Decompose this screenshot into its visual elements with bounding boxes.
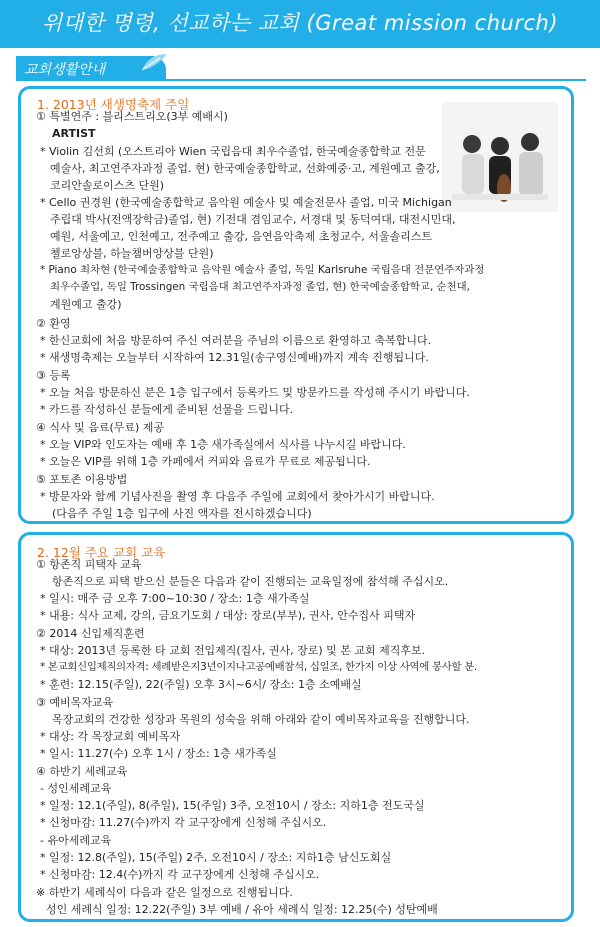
page-title: 위대한 명령, 선교하는 교회 (Great mission church) xyxy=(42,11,559,35)
list-item: * 카드를 작성하신 분들에게 준비된 선물을 드립니다. xyxy=(40,403,294,416)
artist-cello-cont: 주립대 박사(전액장학금)졸업, 현) 기전대 겸임교수, 서경대 및 동덕여대, 대전시민대, xyxy=(50,213,456,226)
list-item: * 일정: 12.8(주일), 15(주일) 2주, 오전10시 / 장소: 지하1층 남신도회실 xyxy=(40,851,392,864)
list-item: (다음주 주일 1층 입구에 사진 액자를 전시하겠습니다) xyxy=(52,507,312,520)
list-item: * 훈련: 12.15(주일), 22(주일) 오후 3시~6시/ 장소: 1층 소예배실 xyxy=(40,678,362,691)
list-item: - 성인세례교육 xyxy=(40,782,112,795)
artist-violin-cont: 코리안솔로이스츠 단원) xyxy=(50,179,165,192)
section-tab-label: 교회생활안내 xyxy=(24,62,106,78)
artist-piano-cont: 계원예고 출강) xyxy=(50,298,122,311)
artist-piano: * Piano 최차현 (한국예술종합학교 음악원 예술사 졸업, 독일 Karlsruhe 국립음대 전문연주자과정 xyxy=(40,264,485,276)
festival-item-register: ③ 등록 xyxy=(36,369,71,382)
artist-cello-cont: 첼로앙상블, 하늘챔버앙상블 단원) xyxy=(50,247,214,260)
list-item: * 오늘 처음 방문하신 분은 1층 입구에서 등록카드 및 방문카드를 작성해 주시기 바랍니다. xyxy=(40,386,470,399)
list-item: * 오늘은 VIP를 위해 1층 카페에서 커피와 음료가 무료로 제공됩니다. xyxy=(40,455,371,468)
edu-item-officers: ① 항존직 피택자 교육 xyxy=(36,558,142,571)
list-item: * 대상: 각 목장교회 예비목자 xyxy=(40,730,181,743)
festival-item-concert: ① 특별연주 : 블리스트리오(3부 예배시) xyxy=(36,110,228,123)
list-item: * 신청마감: 11.27(수)까지 각 교구장에게 신청해 주십시오. xyxy=(40,816,327,829)
list-item: 항존직으로 피택 받으신 분들은 다음과 같이 진행되는 교육일정에 참석해 주십시오. xyxy=(52,575,449,588)
festival-item-photozone: ⑤ 포토존 이용방법 xyxy=(36,473,128,486)
list-item: * 신청마감: 12.4(수)까지 각 교구장에게 신청해 주십시오. xyxy=(40,868,320,881)
baptism-note: ※ 하반기 세례식이 다음과 같은 일정으로 진행됩니다. xyxy=(36,886,293,899)
list-item: * 새생명축제는 오늘부터 시작하여 12.31일(송구영신예배)까지 계속 진행됩니다. xyxy=(40,351,429,364)
section-title-education: 2. 12월 주요 교회 교육 xyxy=(37,545,166,560)
festival-item-meal: ④ 식사 및 음료(무료) 제공 xyxy=(36,421,165,434)
artist-piano-cont: 최우수졸업, 독일 Trossingen 국립음대 최고연주자과정 졸업, 현) 한국예술종합학교, 순천대, xyxy=(50,281,470,293)
list-item: 목장교회의 건강한 성장과 목원의 성숙을 위해 아래와 같이 예비목자교육을 진행합니다. xyxy=(52,713,470,726)
leaf-icon xyxy=(140,52,168,72)
list-item: * 일시: 매주 금 오후 7:00~10:30 / 장소: 1층 새가족실 xyxy=(40,592,310,605)
artist-heading: ARTIST xyxy=(52,127,96,140)
list-item: * 방문자와 함께 기념사진을 촬영 후 다음주 주일에 교회에서 찾아가시기 바랍니다. xyxy=(40,490,435,503)
baptism-schedule: 성인 세례식 일정: 12.22(주일) 3부 예배 / 유아 세례식 일정: 12.25(수) 성탄예배 xyxy=(46,903,438,916)
list-item: * 대상: 2013년 등록한 타 교회 전입제직(집사, 권사, 장로) 및 본 교회 제직후보. xyxy=(40,644,426,657)
artist-cello-cont: 예원, 서울예고, 인천예고, 전주예고 출강, 음연음악축제 초청교수, 서울솔리스트 xyxy=(50,230,432,243)
edu-item-baptism: ④ 하반기 세례교육 xyxy=(36,765,128,778)
artist-violin-cont: 예술사, 최고연주자과정 졸업. 현) 한국예술종합학교, 선화예중·고, 계원예고 출강, xyxy=(50,162,440,175)
list-item: * 한신교회에 처음 방문하여 주신 여러분을 주님의 이름으로 환영하고 축복합니다. xyxy=(40,334,432,347)
edu-item-shepherd: ③ 예비목자교육 xyxy=(36,696,114,709)
list-item: * 일정: 12.1(주일), 8(주일), 15(주일) 3주, 오전10시 / 장소: 지하1층 전도국실 xyxy=(40,799,425,812)
header-bar xyxy=(0,0,600,48)
list-item: * 오늘 VIP와 인도자는 예배 후 1층 새가족실에서 식사를 나누시길 바랍니다. xyxy=(40,438,406,451)
list-item: * 일시: 11.27(수) 오후 1시 / 장소: 1층 새가족실 xyxy=(40,747,277,760)
list-item: - 유아세례교육 xyxy=(40,834,112,847)
festival-item-welcome: ② 환영 xyxy=(36,317,71,330)
list-item: * 내용: 식사 교제, 강의, 금요기도회 / 대상: 장로(부부), 권사, 안수집사 피택자 xyxy=(40,609,416,622)
section-title-festival: 1. 2013년 새생명축제 주일 xyxy=(37,97,190,112)
artist-cello: * Cello 권경원 (한국예술종합학교 음악원 예술사 및 예술전문사 졸업, 미국 Michigan xyxy=(40,196,452,209)
trio-photo xyxy=(442,102,558,212)
artist-violin: * Violin 김선희 (오스트리아 Wien 국립음대 최우수졸업, 한국예술종합학교 전문 xyxy=(40,145,426,158)
list-item: * 본교회신입제직의자격: 세례받은지3년이지나고공예배참석, 십일조, 한가지 이상 사역에 봉사할 분. xyxy=(40,661,477,673)
tab-underline xyxy=(16,79,586,81)
edu-item-new-officers: ② 2014 신입제직훈련 xyxy=(36,627,145,640)
trio-photo-figure xyxy=(442,102,558,212)
